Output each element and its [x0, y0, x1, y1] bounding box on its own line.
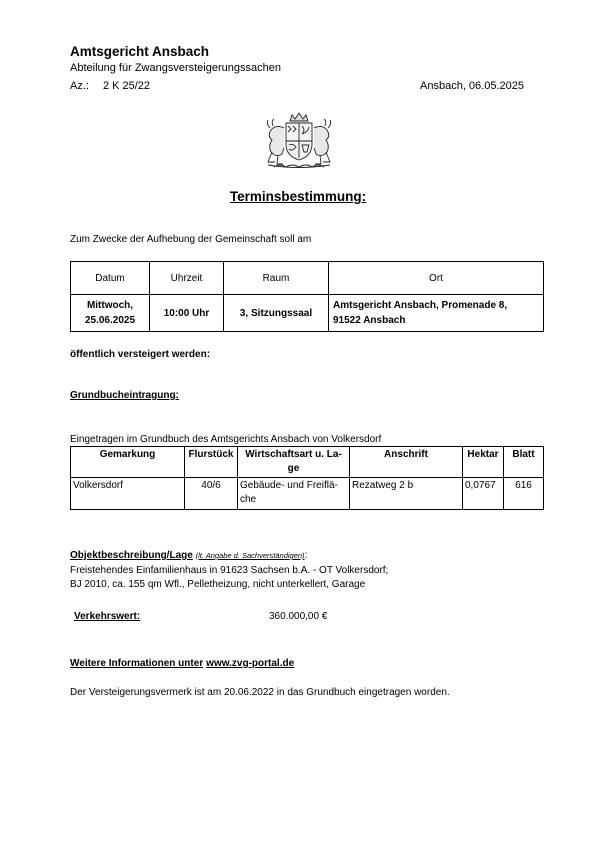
zvg-portal-link[interactable]: www.zvg-portal.de — [206, 658, 295, 669]
appointment-date-value: 25.06.2025 — [84, 315, 136, 326]
land-register-heading: Grundbucheintragung: — [70, 390, 179, 401]
header-raum: Raum — [224, 262, 329, 295]
cell-wirtschaftsart: Gebäude- und Freiflä-che — [238, 478, 350, 510]
appointment-weekday: Mittwoch, — [86, 300, 134, 311]
object-heading-note: (lt. Angabe d. Sachverständigen) — [195, 551, 305, 560]
more-info-text: Weitere Informationen unter — [70, 658, 204, 669]
header-blatt: Blatt — [504, 447, 544, 478]
land-register-table — [70, 446, 544, 510]
header-flurstueck: Flurstück — [185, 447, 238, 478]
appointment-place — [329, 295, 544, 332]
land-register-text: Eingetragen im Grundbuch des Amtsgerichts Ansbach von Volkersdorf — [70, 434, 382, 445]
file-number — [70, 80, 150, 92]
market-value: 360.000,00 € — [269, 611, 328, 622]
header-uhrzeit: Uhrzeit — [150, 262, 224, 295]
cell-blatt: 616 — [504, 478, 544, 510]
file-number-label: Az.: — [70, 80, 89, 92]
final-note: Der Versteigerungsvermerk ist am 20.06.2022 in das Grundbuch eingetragen worden. — [70, 687, 450, 698]
cell-gemarkung: Volkersdorf — [71, 478, 185, 510]
appointment-time: 10:00 Uhr — [150, 295, 224, 332]
appointment-row — [71, 295, 544, 332]
header-ort: Ort — [329, 262, 544, 295]
object-heading-colon: : — [304, 550, 308, 561]
court-name: Amtsgericht Ansbach — [70, 44, 210, 59]
page-title: Terminsbestimmung: — [229, 189, 367, 204]
header-anschrift: Anschrift — [350, 447, 463, 478]
cell-anschrift: Rezatweg 2 b — [350, 478, 463, 510]
header-gemarkung: Gemarkung — [71, 447, 185, 478]
appointment-date — [71, 295, 150, 332]
object-description-line1: Freistehendes Einfamilienhaus in 91623 Sachsen b.A. - OT Volkersdorf; — [70, 565, 389, 576]
land-register-header-row — [71, 447, 544, 478]
object-description-line2: BJ 2010, ca. 155 qm Wfl., Pelletheizung, nicht unterkellert, Garage — [70, 579, 366, 590]
appointment-header-row — [71, 262, 544, 295]
header-hektar: Hektar — [463, 447, 504, 478]
header-wirtschaftsart: Wirtschaftsart u. La-ge — [238, 447, 350, 478]
header-datum: Datum — [71, 262, 150, 295]
market-value-label: Verkehrswert: — [74, 611, 141, 622]
cell-hektar: 0,0767 — [463, 478, 504, 510]
more-info — [70, 658, 294, 669]
intro-text: Zum Zwecke der Aufhebung der Gemeinschaft soll am — [70, 234, 312, 245]
appointment-table — [70, 261, 544, 332]
table-row — [71, 478, 544, 510]
department: Abteilung für Zwangsversteigerungssachen — [70, 62, 281, 74]
appointment-place-line1: Amtsgericht Ansbach, Promenade 8, — [333, 300, 508, 311]
place-date: Ansbach, 06.05.2025 — [420, 80, 524, 92]
file-number-value: 2 K 25/22 — [102, 80, 151, 92]
auction-text: öffentlich versteigert werden: — [70, 349, 211, 360]
object-heading — [70, 550, 307, 561]
appointment-place-line2: 91522 Ansbach — [333, 315, 406, 326]
appointment-room: 3, Sitzungssaal — [224, 295, 329, 332]
cell-flurstueck: 40/6 — [185, 478, 238, 510]
object-heading-text: Objektbeschreibung/Lage — [70, 550, 193, 561]
bavarian-coat-of-arms-icon — [262, 112, 336, 170]
